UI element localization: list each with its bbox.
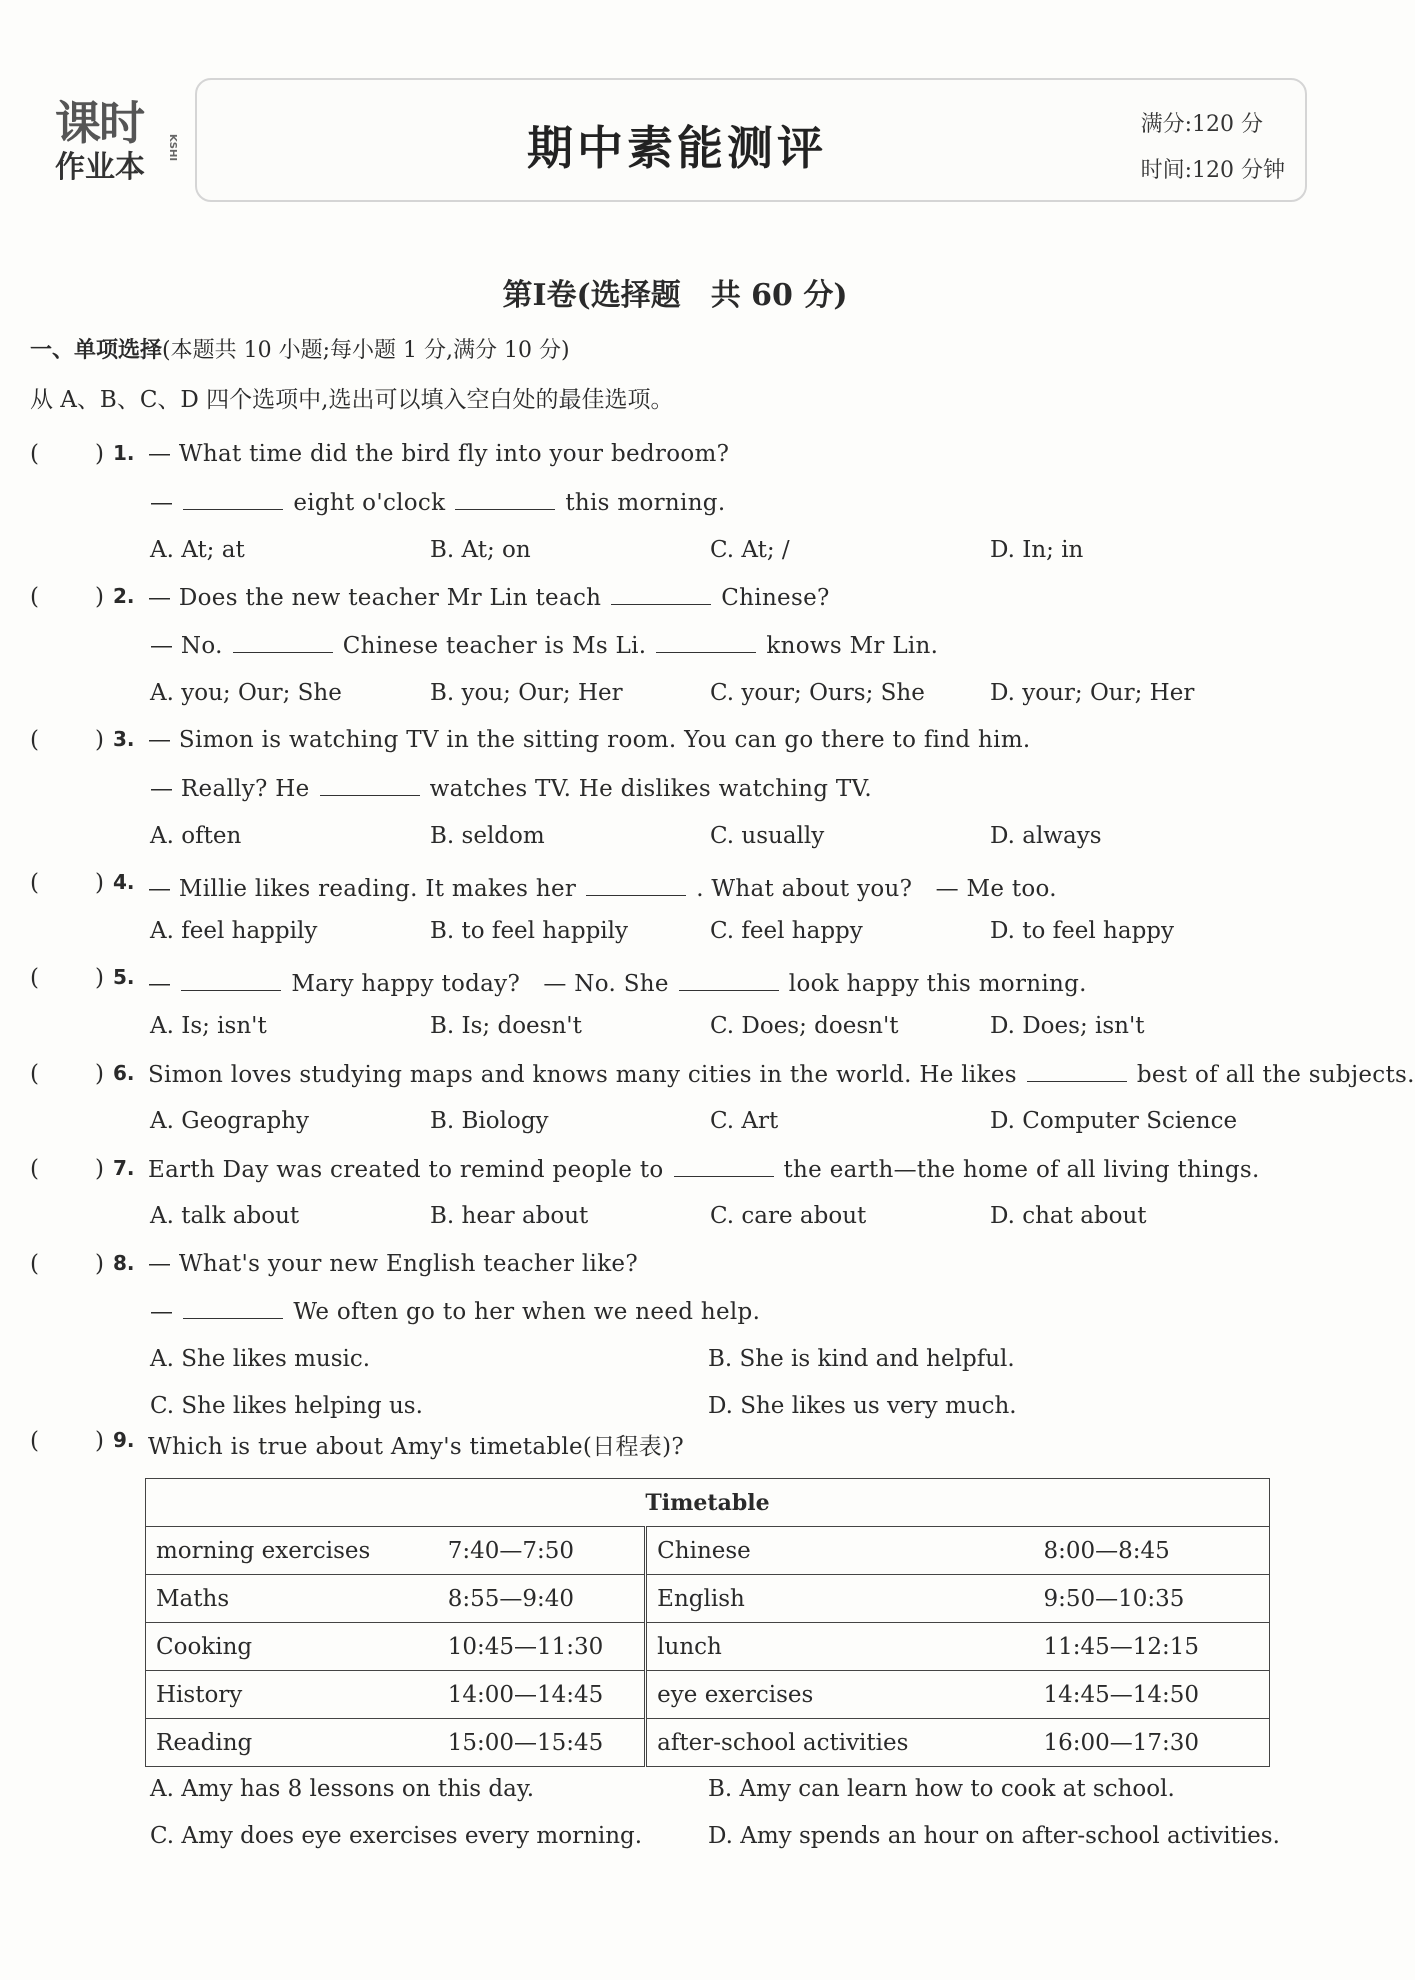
- answer-paren-close[interactable]: ): [95, 1428, 104, 1454]
- option-c[interactable]: C. Amy does eye exercises every morning.: [150, 1823, 643, 1849]
- question-6-options: [0, 1108, 1350, 1148]
- title-box: [195, 78, 1307, 202]
- timetable-time: 9:50—10:35: [1033, 1575, 1269, 1623]
- timetable-time: 16:00—17:30: [1033, 1719, 1269, 1767]
- question-text: Which is true about Amy's timetable(日程表)?: [148, 1434, 684, 1460]
- question-text-segment: — What time did the bird fly into your bedroom?: [148, 441, 730, 467]
- question-text-segment: Mary happy today? — No. She: [291, 971, 669, 997]
- answer-blank[interactable]: [320, 775, 420, 796]
- question-text: [150, 489, 725, 516]
- answer-paren-open: (: [30, 727, 39, 753]
- question-text: [148, 870, 1057, 903]
- option-b[interactable]: B. Is; doesn't: [430, 1013, 582, 1039]
- question-text-segment: —: [150, 490, 174, 516]
- answer-paren-close[interactable]: ): [95, 441, 104, 467]
- question-text-segment: look happy this morning.: [788, 971, 1087, 997]
- option-a[interactable]: A. you; Our; She: [150, 680, 342, 706]
- question-text-segment: eight o'clock: [293, 490, 446, 516]
- option-a[interactable]: A. At; at: [150, 537, 245, 563]
- question-9-options-row2: [0, 1823, 1350, 1863]
- timetable-activity: History: [146, 1671, 438, 1719]
- timetable-time: 14:45—14:50: [1033, 1671, 1269, 1719]
- option-c[interactable]: C. At; /: [710, 537, 790, 563]
- question-text-segment: — Really? He: [150, 776, 310, 802]
- question-text-segment: — Millie likes reading. It makes her: [148, 876, 577, 902]
- logo-line2: 作业本: [55, 150, 145, 185]
- answer-blank[interactable]: [674, 1156, 774, 1177]
- answer-paren-close[interactable]: ): [95, 1061, 104, 1087]
- option-c[interactable]: C. your; Ours; She: [710, 680, 925, 706]
- question-text-segment: —: [148, 971, 172, 997]
- question-text-segment: this morning.: [565, 490, 726, 516]
- question-text: [148, 727, 1031, 753]
- question-1-options: [0, 537, 1350, 577]
- timetable-activity: Chinese: [646, 1527, 1034, 1575]
- question-text-segment: Earth Day was created to remind people to: [148, 1157, 664, 1183]
- option-b[interactable]: B. Biology: [430, 1108, 549, 1134]
- question-text-segment: — Does the new teacher Mr Lin teach: [148, 585, 602, 611]
- question-text-segment: Chinese teacher is Ms Li.: [342, 633, 647, 659]
- question-text: [150, 775, 872, 802]
- question-9-options-row1: [0, 1776, 1350, 1816]
- question-text-segment: — What's your new English teacher like?: [148, 1251, 638, 1277]
- answer-paren-close[interactable]: ): [95, 1156, 104, 1182]
- timetable-row: [146, 1575, 1270, 1623]
- option-d[interactable]: D. Computer Science: [990, 1108, 1238, 1134]
- part-heading-label: 一、单项选择: [30, 338, 163, 363]
- question-number: 6.: [113, 1061, 135, 1085]
- page-title: 期中素能测评: [527, 121, 827, 175]
- question-text-segment: — No.: [150, 633, 223, 659]
- option-a[interactable]: A. often: [150, 823, 242, 849]
- timetable-activity: eye exercises: [646, 1671, 1034, 1719]
- question-8-options: [0, 1393, 1350, 1433]
- question-2-options: [0, 680, 1350, 720]
- answer-paren-close[interactable]: ): [95, 584, 104, 610]
- timetable-time: 10:45—11:30: [438, 1623, 646, 1671]
- logo-line1: 课时: [55, 96, 143, 150]
- question-9: [0, 1428, 1350, 1468]
- question-number: 4.: [113, 870, 135, 894]
- answer-paren-open: (: [30, 441, 39, 467]
- option-d[interactable]: D. your; Our; Her: [990, 680, 1195, 706]
- timetable-activity: English: [646, 1575, 1034, 1623]
- option-d[interactable]: D. chat about: [990, 1203, 1147, 1229]
- question-number: 5.: [113, 965, 135, 989]
- question-1-line: [0, 489, 1350, 529]
- answer-blank[interactable]: [233, 632, 333, 653]
- option-b[interactable]: B. hear about: [430, 1203, 589, 1229]
- question-text-segment: —: [150, 1299, 174, 1325]
- timetable-activity: Reading: [146, 1719, 438, 1767]
- question-3-line: [0, 775, 1350, 815]
- question-3: [0, 727, 1350, 767]
- question-7: [0, 1156, 1350, 1196]
- question-1: [0, 441, 1350, 481]
- section-title: 第Ⅰ卷(选择题 共 60 分): [502, 278, 848, 313]
- question-8: [0, 1251, 1350, 1291]
- option-b[interactable]: B. seldom: [430, 823, 545, 849]
- question-5: [0, 965, 1350, 1005]
- timetable-activity: Cooking: [146, 1623, 438, 1671]
- page-header: [55, 78, 1305, 203]
- question-3-options: [0, 823, 1350, 863]
- answer-paren-open: (: [30, 965, 39, 991]
- option-d[interactable]: D. to feel happy: [990, 918, 1175, 944]
- part-heading-note: (本题共 10 小题;每小题 1 分,满分 10 分): [162, 338, 570, 363]
- question-text: [150, 632, 938, 659]
- question-number: 9.: [113, 1428, 135, 1452]
- timetable: [145, 1478, 1270, 1767]
- timetable-time: 14:00—14:45: [438, 1671, 646, 1719]
- timetable-activity: Maths: [146, 1575, 438, 1623]
- option-a[interactable]: A. feel happily: [150, 918, 318, 944]
- option-c[interactable]: C. usually: [710, 823, 825, 849]
- question-6: [0, 1061, 1415, 1101]
- timetable-title: Timetable: [146, 1479, 1270, 1527]
- question-text-segment: — Simon is watching TV in the sitting room. You can go there to find him.: [148, 727, 1031, 753]
- timetable-time: 15:00—15:45: [438, 1719, 646, 1767]
- option-d[interactable]: D. always: [990, 823, 1102, 849]
- timetable-time: 8:55—9:40: [438, 1575, 646, 1623]
- question-text: [148, 441, 729, 467]
- question-text-segment: . What about you? — Me too.: [696, 876, 1057, 902]
- question-8-options: [0, 1346, 1350, 1386]
- option-b[interactable]: B. you; Our; Her: [430, 680, 623, 706]
- book-logo: [55, 96, 178, 208]
- question-number: 7.: [113, 1156, 135, 1180]
- timetable-row: [146, 1623, 1270, 1671]
- answer-paren-open: (: [30, 584, 39, 610]
- answer-blank[interactable]: [611, 584, 711, 605]
- question-number: 2.: [113, 584, 135, 608]
- option-a[interactable]: A. Geography: [150, 1108, 310, 1134]
- answer-blank[interactable]: [679, 970, 779, 991]
- question-text-segment: Chinese?: [721, 585, 830, 611]
- answer-blank[interactable]: [181, 970, 281, 991]
- question-text: [148, 1251, 638, 1277]
- answer-blank[interactable]: [183, 1298, 283, 1319]
- question-number: 8.: [113, 1251, 135, 1275]
- option-a[interactable]: A. talk about: [150, 1203, 300, 1229]
- question-text: [148, 584, 830, 611]
- option-b[interactable]: B. to feel happily: [430, 918, 629, 944]
- option-b[interactable]: B. Amy can learn how to cook at school.: [708, 1776, 1175, 1802]
- timetable-activity: morning exercises: [146, 1527, 438, 1575]
- option-a[interactable]: A. She likes music.: [150, 1346, 371, 1372]
- answer-paren-close[interactable]: ): [95, 727, 104, 753]
- question-text: [148, 1061, 1415, 1088]
- timetable-time: 7:40—7:50: [438, 1527, 646, 1575]
- question-2: [0, 584, 1350, 624]
- timetable-row: [146, 1719, 1270, 1767]
- question-7-options: [0, 1203, 1350, 1243]
- question-text: [148, 965, 1087, 998]
- option-a[interactable]: A. Amy has 8 lessons on this day.: [150, 1776, 535, 1802]
- timetable-activity: lunch: [646, 1623, 1034, 1671]
- option-c[interactable]: C. Does; doesn't: [710, 1013, 899, 1039]
- question-text: [148, 1156, 1260, 1183]
- option-c[interactable]: C. feel happy: [710, 918, 863, 944]
- question-text-segment: Simon loves studying maps and knows many cities in the world. He likes: [148, 1062, 1017, 1088]
- question-5-options: [0, 1013, 1350, 1053]
- answer-paren-open: (: [30, 1061, 39, 1087]
- part-instruction: 从 A、B、C、D 四个选项中,选出可以填入空白处的最佳选项。: [30, 387, 674, 413]
- timetable-time: 8:00—8:45: [1033, 1527, 1269, 1575]
- answer-paren-close[interactable]: ): [95, 870, 104, 896]
- answer-paren-open: (: [30, 1428, 39, 1454]
- question-text: [150, 1298, 760, 1325]
- timetable-activity: after-school activities: [646, 1719, 1034, 1767]
- exam-meta: [1141, 102, 1285, 194]
- option-b[interactable]: B. She is kind and helpful.: [708, 1346, 1015, 1372]
- question-text-segment: best of all the subjects.: [1136, 1062, 1415, 1088]
- question-text-segment: the earth—the home of all living things.: [783, 1157, 1260, 1183]
- question-text-segment: We often go to her when we need help.: [293, 1299, 761, 1325]
- question-4-options: [0, 918, 1350, 958]
- option-c[interactable]: C. care about: [710, 1203, 867, 1229]
- option-a[interactable]: A. Is; isn't: [150, 1013, 267, 1039]
- timetable-row: [146, 1527, 1270, 1575]
- answer-blank[interactable]: [1027, 1061, 1127, 1082]
- option-d[interactable]: D. In; in: [990, 537, 1084, 563]
- timetable-row: [146, 1671, 1270, 1719]
- option-b[interactable]: B. At; on: [430, 537, 531, 563]
- question-4: [0, 870, 1350, 910]
- part-heading: [30, 333, 570, 364]
- question-8-line: [0, 1298, 1350, 1338]
- question-number: 3.: [113, 727, 135, 751]
- answer-paren-open: (: [30, 1251, 39, 1277]
- question-2-line: [0, 632, 1350, 672]
- option-d[interactable]: D. Amy spends an hour on after-school activities.: [708, 1823, 1280, 1849]
- question-number: 1.: [113, 441, 135, 465]
- answer-blank[interactable]: [455, 489, 555, 510]
- answer-paren-open: (: [30, 870, 39, 896]
- answer-blank[interactable]: [183, 489, 283, 510]
- timetable-time: 11:45—12:15: [1033, 1623, 1269, 1671]
- option-d[interactable]: D. Does; isn't: [990, 1013, 1145, 1039]
- answer-paren-open: (: [30, 1156, 39, 1182]
- answer-blank[interactable]: [656, 632, 756, 653]
- question-text-segment: watches TV. He dislikes watching TV.: [429, 776, 873, 802]
- option-c[interactable]: C. She likes helping us.: [150, 1393, 423, 1419]
- question-text-segment: knows Mr Lin.: [766, 633, 939, 659]
- option-d[interactable]: D. She likes us very much.: [708, 1393, 1017, 1419]
- answer-paren-close[interactable]: ): [95, 965, 104, 991]
- answer-blank[interactable]: [586, 875, 686, 896]
- full-score: 满分:120 分: [1140, 112, 1263, 137]
- time-limit: 时间:120 分钟: [1140, 158, 1285, 183]
- logo-side-text: KSHI: [167, 134, 178, 162]
- option-c[interactable]: C. Art: [710, 1108, 779, 1134]
- answer-paren-close[interactable]: ): [95, 1251, 104, 1277]
